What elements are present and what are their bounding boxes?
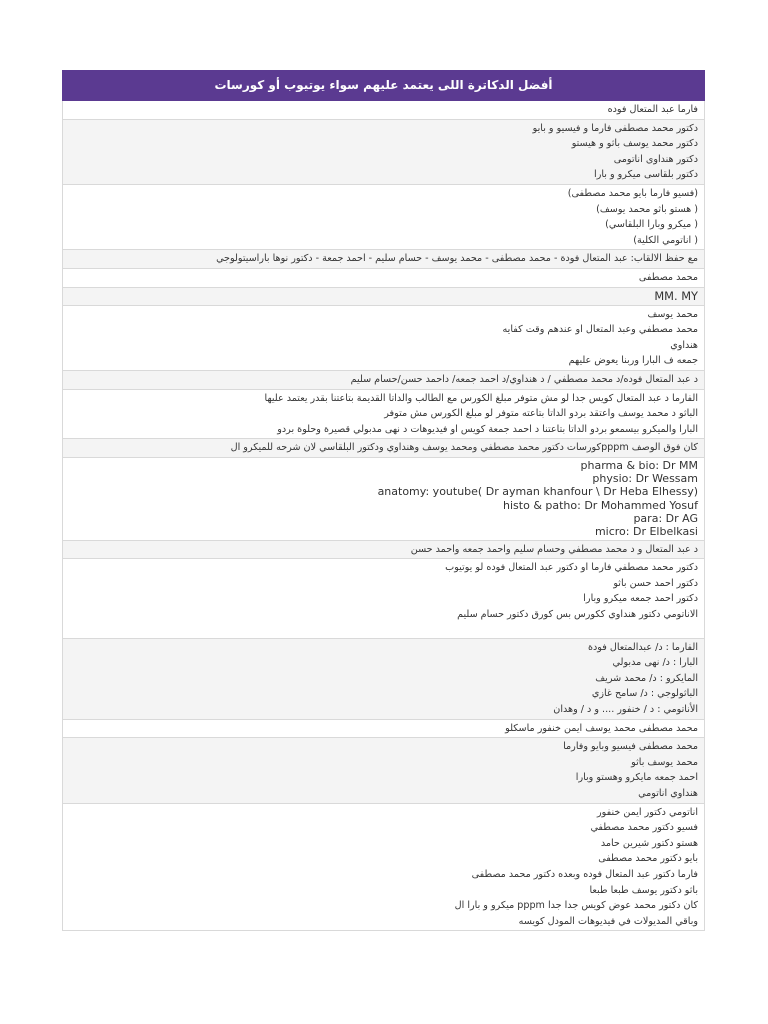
table-row: [62, 120, 705, 185]
courses-table: [62, 70, 705, 931]
row-text-line: باثو دكتور يوسف طبعا طبعا: [589, 884, 698, 896]
row-text-line: محمد مصطفى محمد يوسف ايمن خنفور ماسكلو: [505, 722, 698, 734]
table-row: [62, 720, 705, 739]
row-text-line: كان دكتور محمد عوض كويس جدا جدا pppm ميكرو و بارا ال: [454, 900, 698, 912]
row-text-line: محمد مصطفى فيسيو وبايو وفارما: [563, 741, 698, 753]
row-text-line: اناتومي دكتور ايمن خنفور: [597, 806, 698, 818]
row-text-line: ( اناتومي الكلية): [633, 234, 698, 246]
row-text-line: فارما دكتور عبد المتعال فوده وبعده دكتور محمد مصطفى: [471, 868, 698, 880]
row-text-line: كان فوق الوصف pppmكورسات دكتور محمد مصطفي ومحمد يوسف وهنداوي ودكتور البلقاسي لان شرحه للميكرو ال: [230, 442, 698, 454]
row-text-line: الأناتومي : د / خنفور .... و د / وهدان: [553, 704, 698, 715]
row-text-line: (فسيو فارما بايو محمد مصطفى): [567, 187, 698, 199]
row-text-line: physio: Dr Wessam: [592, 472, 698, 486]
row-text-line: هستو دكتور شيرين حامد: [600, 837, 698, 849]
row-text-line: micro: Dr Elbelkasi: [594, 525, 698, 539]
row-text-line: الباثو د محمد يوسف واعتقد بردو الداتا بتاعته متوفر لو مبلغ الكورس مش متوفر: [384, 408, 698, 420]
row-text-line: الفارما د عبد المتعال كويس جدا لو مش متوفر مبلغ الكورس مع الطالب والداتا القديمة بتاعتنا بقدر يعتمد عليها: [264, 392, 698, 404]
row-text-line: جمعه ف البارا وربنا يعوض عليهم: [568, 355, 698, 367]
row-text-line: فسيو دكتور محمد مصطفي: [590, 822, 698, 834]
table-row: [62, 804, 705, 932]
table-row: [62, 390, 705, 440]
row-text-line: فارما عبد المتعال فوده: [607, 104, 698, 115]
row-text-line: البارا والميكرو بيسمعو بردو الداتا بتاعتنا د احمد جمعة كويس او فيديوهات د نهى مدبولي قصيرة وحلوة بردو: [277, 423, 698, 435]
row-text-line: هنداوي: [670, 339, 698, 351]
table-row: [62, 250, 705, 269]
row-text-line: MM. MY: [654, 288, 698, 303]
row-text-line: د عبد المتعال و د محمد مصطفي وحسام سليم واحمد جمعه واحمد حسن: [410, 543, 698, 555]
row-spacer: [69, 623, 698, 637]
table-body: [62, 101, 705, 931]
table-row: [62, 458, 705, 541]
row-text-line: الباثولوجي : د/ سامح غازي: [591, 688, 698, 700]
table-row: [62, 559, 705, 638]
row-text-line: pharma & bio: Dr MM: [580, 458, 698, 472]
table-header: أفضل الدكاترة اللى يعتمد عليهم سواء يوتيوب أو كورسات: [62, 70, 705, 101]
table-row: [62, 269, 705, 288]
row-text-line: دكتور محمد يوسف باثو و هيستو: [571, 138, 698, 150]
table-row: [62, 288, 705, 306]
row-text-line: دكتور احمد جمعه ميكرو وبارا: [583, 593, 698, 605]
table-row: [62, 185, 705, 250]
table-row: [62, 101, 705, 120]
row-text-line: دكتور هنداوى اناتومى: [613, 153, 698, 165]
table-row: [62, 371, 705, 390]
row-text-line: المايكرو : د/ محمد شريف: [595, 672, 698, 684]
row-text-line: احمد جمعه مايكرو وهستو وبارا: [575, 772, 698, 784]
table-row: [62, 639, 705, 720]
row-text-line: هنداوي اناتومي: [638, 787, 698, 799]
row-text-line: دكتور بلقاسى ميكرو و بارا: [594, 169, 698, 181]
row-text-line: para: Dr AG: [633, 512, 698, 526]
table-row: [62, 541, 705, 560]
table-row: [62, 439, 705, 458]
row-text-line: ( ميكرو وبارا البلقاسي): [605, 219, 698, 231]
row-text-line: الاناتومي دكتور هنداوي ككورس بس كورق دكتور حسام سليم: [457, 609, 698, 621]
row-text-line: محمد مصطفي وعبد المتعال او عندهم وقت كفايه: [502, 324, 698, 336]
table-row: [62, 738, 705, 803]
row-text-line: محمد يوسف: [647, 308, 698, 320]
row-text-line: anatomy: youtube( Dr ayman khanfour \ Dr Heba Elhessy): [377, 485, 698, 499]
row-text-line: البارا : د/ نهى مدبولي: [612, 657, 698, 669]
row-text-line: دكتور احمد حسن باثو: [613, 577, 698, 589]
row-text-line: دكتور محمد مصطفى فارما و فيسيو و بايو: [532, 122, 698, 134]
row-text-line: وباقي المديولات في فيديوهات المودل كويسه: [518, 915, 698, 927]
row-text-line: histo & patho: Dr Mohammed Yosuf: [503, 498, 698, 512]
row-text-line: دكتور محمد مصطفي فارما او دكتور عبد المتعال فوده لو يوتيوب: [445, 562, 698, 574]
row-text-line: مع حفظ الالقاب: عبد المتعال فودة - محمد مصطفى - محمد يوسف - حسام سليم - احمد جمعة - دكتور نوها باراسيتولوجي: [216, 253, 698, 265]
row-text-line: محمد يوسف باثو: [631, 756, 698, 768]
row-text-line: الفارما : د/ عبدالمتعال فودة: [587, 641, 698, 653]
row-text-line: محمد مصطفى: [638, 271, 698, 283]
table-row: [62, 306, 705, 371]
row-text-line: بايو دكتور محمد مصطفى: [598, 853, 698, 865]
row-text-line: ( هستو باثو محمد يوسف): [596, 203, 698, 215]
row-text-line: د عبد المتعال فوده/د محمد مصطفي / د هنداوي/د احمد جمعه/ داحمد حسن/حسام سليم: [350, 373, 698, 385]
